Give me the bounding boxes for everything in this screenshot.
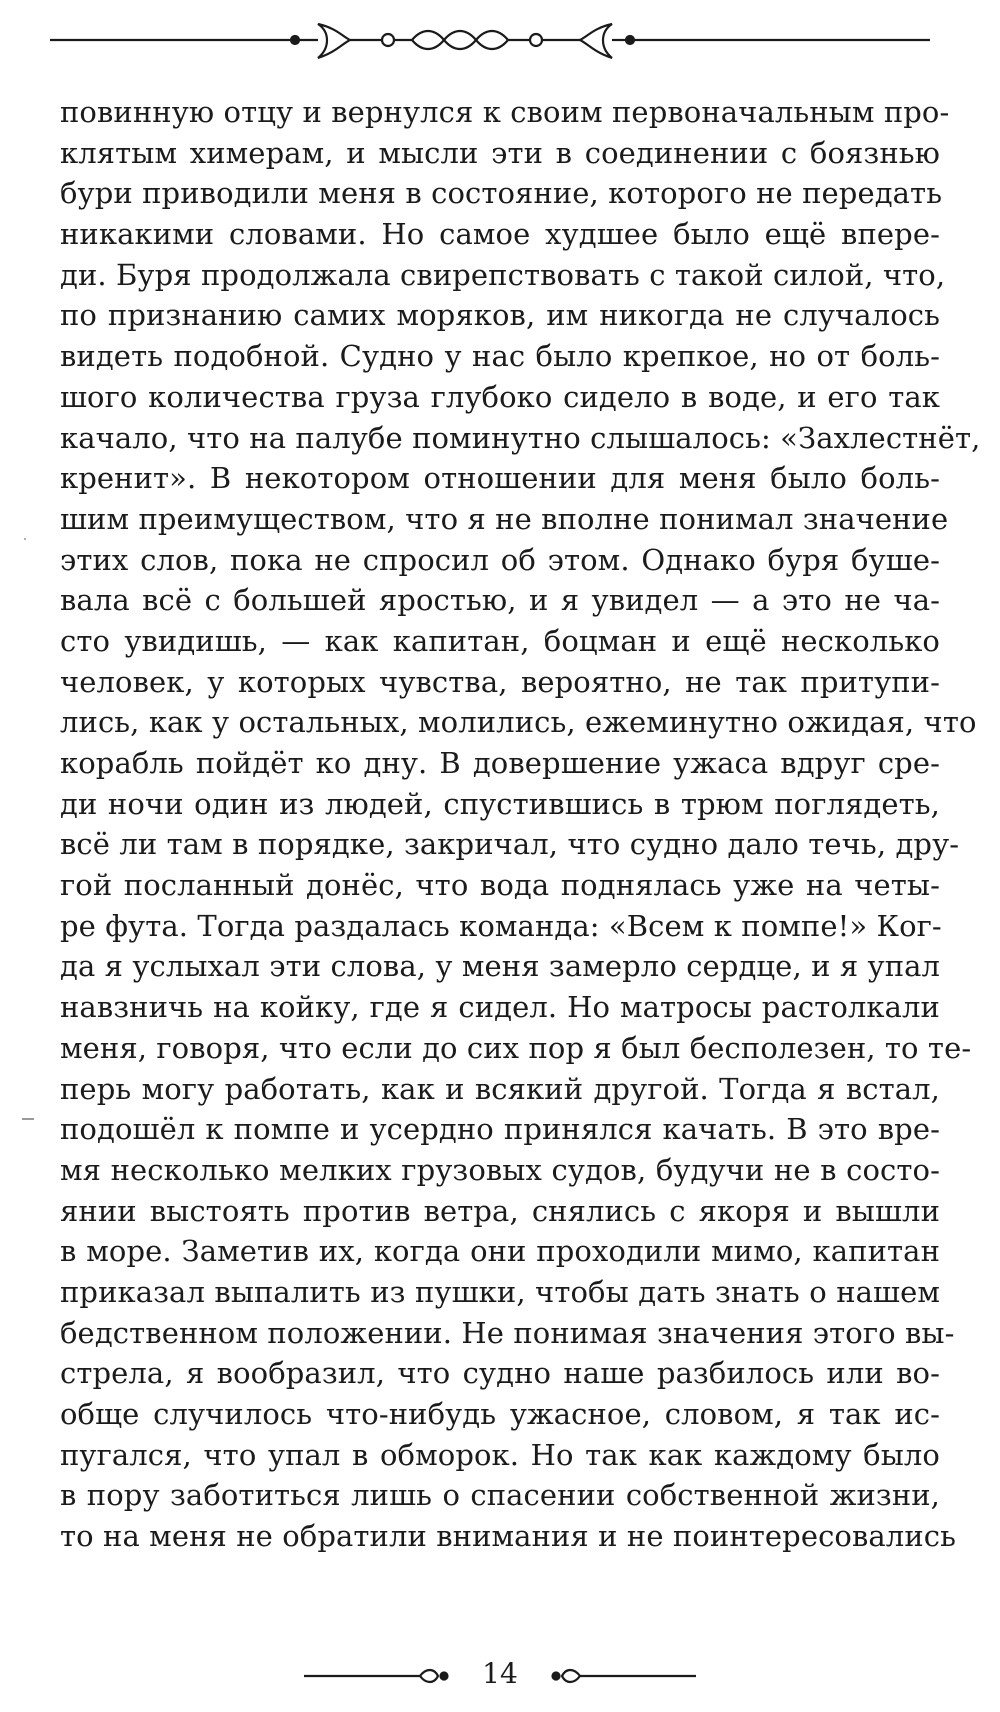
text-line: кренит». В некотором отношении для меня было боль- <box>60 461 940 496</box>
text-line: в море. Заметив их, когда они проходили мимо, капитан <box>60 1234 940 1269</box>
text-line: корабль пойдёт ко дну. В довершение ужаса вдруг сре- <box>60 746 940 780</box>
text-line: качало, что на палубе поминутно слышалось: «Захлестнёт, <box>60 420 981 455</box>
text-line: повинную отцу и вернулся к своим первоначальным про- <box>60 95 950 129</box>
text-line: сто увидишь, — как капитан, боцман и ещё несколько <box>60 623 940 658</box>
margin-speck <box>24 538 26 540</box>
margin-mark <box>22 1118 34 1120</box>
text-line: клятым химерам, и мысли эти в соединении с боязнью <box>60 135 940 170</box>
text-line: никакими словами. Но самое худшее было ещё впере- <box>60 217 940 252</box>
text-line: мя несколько мелких грузовых судов, будучи не в состо- <box>60 1152 940 1187</box>
text-line: перь могу работать, как и всякий другой. Тогда я встал, <box>60 1071 940 1106</box>
text-line: стрела, я вообразил, что судно наше разбилось или во- <box>60 1356 940 1391</box>
page-footer <box>300 1654 700 1694</box>
text-line: по признанию самих моряков, им никогда не случалось <box>60 298 940 333</box>
text-line: то на меня не обратили внимания и не поинтересовались <box>60 1519 956 1554</box>
text-line: бури приводили меня в состояние, которого не передать <box>60 176 943 211</box>
text-line: вала всё с большей яростью, и я увидел — а это не ча- <box>60 583 940 618</box>
text-line: шого количества груза глубоко сидело в воде, и его так <box>60 379 940 414</box>
text-line: меня, говоря, что если до сих пор я был бесполезен, то те- <box>60 1030 972 1065</box>
text-line: ди. Буря продолжала свирепствовать с такой силой, что, <box>60 257 946 292</box>
text-line: бедственном положении. Не понимая значения этого вы- <box>60 1315 955 1350</box>
text-line: шим преимуществом, что я не вполне понимал значение <box>60 501 949 536</box>
text-line: гой посланный донёс, что вода поднялась уже на четы- <box>60 868 940 903</box>
text-line: подошёл к помпе и усердно принялся качать. В это вре- <box>60 1112 940 1147</box>
text-line: в пору заботиться лишь о спасении собственной жизни, <box>60 1478 940 1513</box>
text-line: янии выстоять против ветра, снялись с якоря и вышли <box>60 1193 940 1228</box>
page-number: 14 <box>482 1657 518 1690</box>
text-line: этих слов, пока не спросил об этом. Однако буря буше- <box>60 542 940 577</box>
text-line: лись, как у остальных, молились, ежеминутно ожидая, что <box>60 705 977 740</box>
page-body-text <box>60 92 981 1557</box>
text-line: пугался, что упал в обморок. Но так как каждому было <box>60 1437 940 1472</box>
text-line: видеть подобной. Судно у нас было крепкое, но от боль- <box>60 339 940 374</box>
text-line: человек, у которых чувства, вероятно, не так притупи- <box>60 664 940 699</box>
text-line: всё ли там в порядке, закричал, что судно дало течь, дру- <box>60 827 960 862</box>
text-line: да я услыхал эти слова, у меня замерло сердце, и я упал <box>60 949 941 984</box>
text-line: ре фута. Тогда раздалась команда: «Всем к помпе!» Ког- <box>60 908 942 943</box>
text-line: приказал выпалить из пушки, чтобы дать знать о нашем <box>60 1274 940 1309</box>
text-line: ди ночи один из людей, спустившись в трюм поглядеть, <box>60 786 940 821</box>
text-line: обще случилось что-нибудь ужасное, словом, я так ис- <box>60 1397 940 1431</box>
top-ornament-icon <box>50 20 930 64</box>
text-line: навзничь на койку, где я сидел. Но матросы растолкали <box>60 990 940 1025</box>
